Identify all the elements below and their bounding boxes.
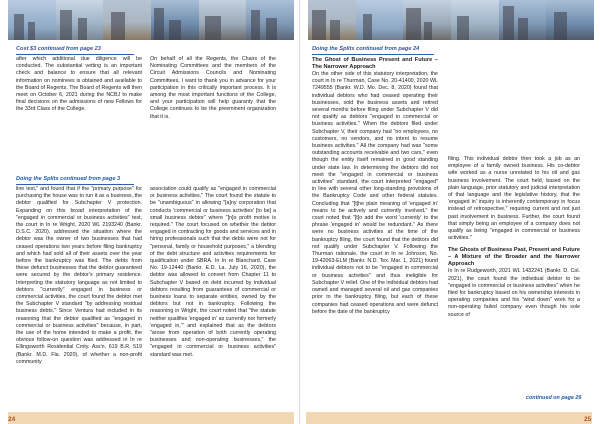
continued-from-heading: Cost $3 continued from page 23 [16,46,101,52]
heading-rule [16,184,134,185]
text-column [150,56,276,168]
right-page [300,0,600,424]
text-column [16,186,142,408]
paragraph: line test," and found that if the "primary purpose" for purchasing the house was to run it as a business, the debtor qualified for Subchapter V protection. Expanding on this broad interpretation of the "engaged in commercial or business activities" test, the court in In re Wright, 2020 WL 2193240 (Bankr. D.S.C. 2020), addressed the situation where the debtor was the owner of two businesses that had ceased operations two years before filing bankruptcy and which had sold all of their assets over the year before the bankruptcy was filed. The debts from these defunct businesses that the debtor guaranteed were secured by the debtor's primary residence. Interpreting the statutory language as not limited to debtors "currently" engaged in business or commercial activities, the court found the debtor met the Subchapter V standard "by addressing residual business debts." Since Ventura had included in its reasoning that the debtor qualified as "engaged in commercial or business activities" because, in part, the use of the home intended to make a profit, the obvious follow-on question was addressed in In re Ellingsworth Residential Cmty. Ass'n, 619 B.R. 519 (Bankr. M.D. Fla. 2020), of whether a non-profit community [16,186,142,365]
paragraph: On the other side of this statutory interpretation, the court in In re Thurman, Case No. 20-41400, 2020 WL 7249555 (Bankr. W.D. Mo. Dec. 8, 2020) found that individual debtors who had ceased operating their businesses, sold the business assets and retired several months before filing under Subchapter V did not qualify as debtors "engaged in commercial or business activities." When the debtors filed under Subchapter V, their company had "no employees, no customers, no vendors, and no intent to resume business activities." All the company had was "some outstanding accounts receivable and two cars," even though the entity itself remained in good standing under state law. In determining the debtors did not meet the "engaged in commercial or business activities" standard, the court interpreted "engaged" in line with several other long-standing provisions of the Bankruptcy Code and other federal statutes. Concluding that "[t]he plain meaning of 'engaged in' means to be actively and currently involved," the court noted that "[t]o add the word 'currently' to the phrase 'engaged in' would be redundant." As there were no business activities at the time of the bankruptcy filing, the court found that the debtors did not qualify under Subchapter V. Following the Thurman rationale, the court in In re Johnson, No. 19-42063-ELM (Bankr. N.D. Tex. Mar. 1, 2021) found individual debtors not to be "engaged in commercial or business activities" and thus ineligible for Subchapter V relief. One of the individual debtors had owned and managed several oil and gas companies prior to the bankruptcy filing, but each of these companies had ceased operations and were defunct before the date of the bankruptcy [312,71,438,315]
continued-from-heading: Doing the Splits continued from page 24 [312,46,420,52]
paragraph: In In re Rudgeworth, 2021 WL 1432241 (Bankr. D. Col. 2021), the court found the individual debtor to be "engaged in commercial or business activities" when he filed for bankruptcy based on his ownership interests in operating companies and his "wind down" work for a non-operating failed company even though his sole source of [448,268,580,318]
continued-on-link[interactable]: continued on page 26 [526,395,582,401]
paragraph: association could qualify as "engaged in commercial or business activities." The court found the statute to be "unambiguous" in allowing "[a]ny corporation that conducts 'commercial or business activities' [to be] a small business debtor" where "[n]o profit motive is required." The court focused on whether the debtor engaged in contracting for goods and services and in hiring professionals such that the debts were not for "personal, family or household purposes," a blending of the debt structure and activities requirements for qualification under SBRA. In In re Blanchard, Case No. 19-12440 (Bankr. E.D. La. July 16, 2020), the debtor was allowed to convert from Chapter 11 to Subchapter V based on debt incurred by individual debtors resulting from guarantees of commercial or business loans to separate entities, owned by the debtors but not in bankruptcy. Following the reasoning in Wright, the court noted that "the statute neither qualifies 'engaged in' as currently nor formerly 'engaged in,'" and explained that as the debtors "arose from operation of both currently operating businesses and non-operating businesses," the "engaged in commercial or business activities" standard was met. [150,186,276,358]
text-column [16,56,142,168]
city-skyline-banner [8,0,294,40]
page-number: 24 [8,416,16,423]
page-number: 25 [584,416,592,423]
city-skyline-banner [308,0,594,40]
footer-bar [8,412,294,424]
text-column [312,57,438,409]
article-subheading: The Ghosts of Business Past, Present and Future – A Mixture of the Broader and the Narrower Approach [448,247,580,268]
heading-rule [16,54,134,55]
heading-rule [312,54,434,55]
paragraph: after which additional due diligence will be conducted. The substantial vetting is an important check and balance to ensure that all relevant information on nominees is obtained and available to the Board of Regents. The Board of Regents will then meet on October 6, 2021 during the NCBJ to make final decisions on the admissions of new Fellows for the 33rd Class of the College. [16,56,142,113]
continued-from-heading: Doing the Splits continued from page 3 [16,176,121,182]
paragraph: On behalf of all the Regents, the Chairs of the Nominating Committees and the members of the Circuit Admissions Councils and Nominating Committees, I want to thank you in advance for your participation in this critically important process. It is among the most important functions of the College, and your participation will help guaranty that the College continues to be the preeminent organization that it is. [150,56,276,120]
text-column [448,156,580,408]
text-column [150,186,276,408]
paragraph: filing. This individual debtor then took a job as an employee of a family owned business. His co-debtor wife worked as a nurse unrelated to his oil and gas business involvement. The court held, based on the plain language, prior statutory and judicial interpretation of that language and the legislative history, that the 'engaged in' inquiry is inherently contemporary in focus instead of retrospective," requiring current and not just past involvement in business. Further, the court found that simply being an employee of a company does not qualify as being "engaged in commercial or business activities." [448,156,580,242]
article-subheading: The Ghost of Business Present and Future – The Narrower Approach [312,57,438,70]
footer-bar [306,412,592,424]
